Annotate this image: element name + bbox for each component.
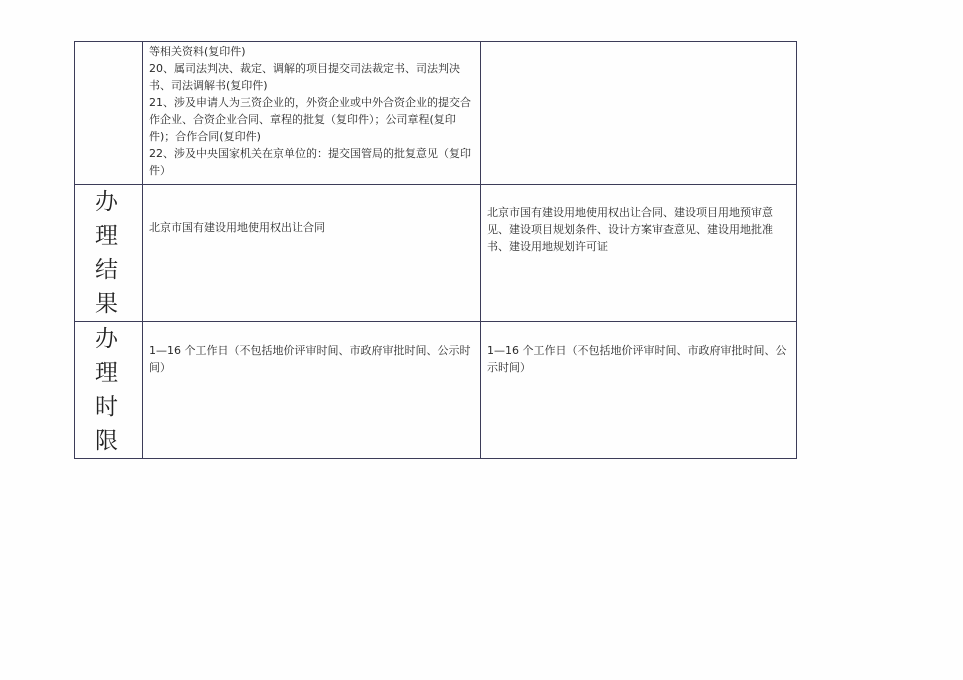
time-limit-header-cell [75, 322, 143, 459]
result-text-a: 北京市国有建设用地使用权出让合同 [149, 221, 325, 234]
result-cell-a [143, 185, 481, 322]
result-header-cell [75, 185, 143, 322]
requirement-item: 21、涉及申请人为三资企业的，外资企业或中外合资企业的提交合作企业、合资企业合同、章程的批复（复印件）；公司章程(复印件)；合作合同(复印件) [149, 96, 471, 143]
requirement-item: 等相关资料(复印件) [149, 45, 246, 58]
time-limit-cell-b [481, 322, 797, 459]
result-row [75, 185, 797, 322]
time-limit-text-a: 1—16 个工作日（不包括地价评审时间、市政府审批时间、公示时间） [149, 344, 471, 374]
procedure-table [74, 41, 797, 459]
requirements-row [75, 42, 797, 185]
requirement-item: 20、属司法判决、裁定、调解的项目提交司法裁定书、司法判决书、司法调解书(复印件) [149, 62, 460, 92]
time-limit-row [75, 322, 797, 459]
result-text-b: 北京市国有建设用地使用权出让合同、建设项目用地预审意见、建设项目规划条件、设计方案审查意见、建设用地批准书、建设用地规划许可证 [487, 206, 773, 253]
time-limit-cell-a [143, 322, 481, 459]
requirements-cell [143, 42, 481, 185]
requirements-header-cell [75, 42, 143, 185]
time-limit-header: 办理时限 [95, 326, 122, 454]
time-limit-text-b: 1—16 个工作日（不包括地价评审时间、市政府审批时间、公示时间） [487, 344, 787, 374]
result-header: 办理结果 [95, 189, 122, 317]
requirements-cell-empty [481, 42, 797, 185]
result-cell-b [481, 185, 797, 322]
requirement-item: 22、涉及中央国家机关在京单位的：提交国管局的批复意见（复印件） [149, 147, 471, 177]
